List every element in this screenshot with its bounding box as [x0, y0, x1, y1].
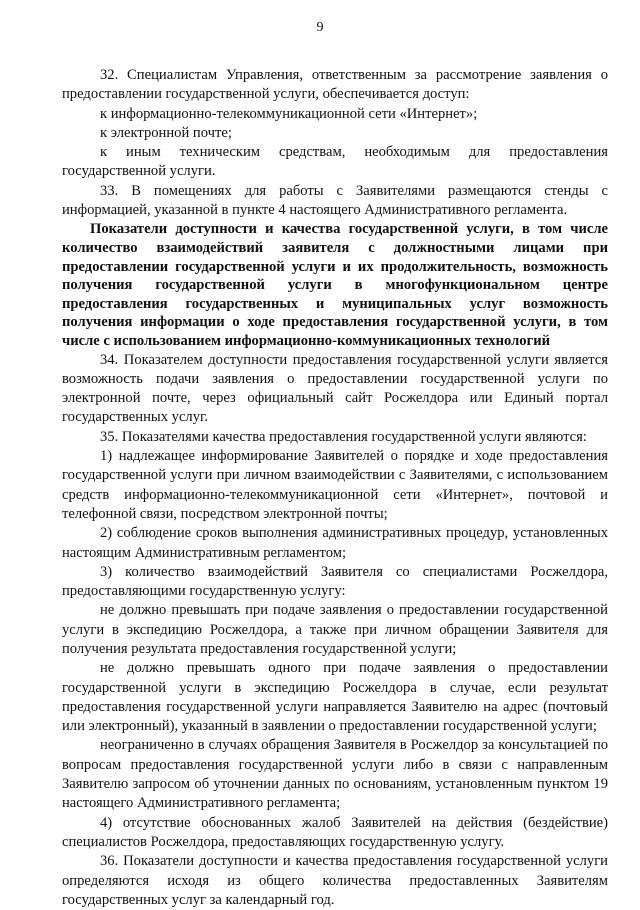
paragraph: 35. Показателями качества предоставления государственной услуги являются: — [100, 428, 587, 445]
paragraph: 34. Показателем доступности предоставления государственной услуги является возможность подачи заявления о предоставлении государственной услуги по электронной почте, через официальный сайт Росжелдора или Единый портал государственных услуг. — [62, 351, 608, 426]
document-body — [62, 66, 608, 910]
paragraph: 33. В помещениях для работы с Заявителями размещаются стенды с информацией, указанной в пункте 4 настоящего Административного регламента. — [62, 182, 608, 219]
paragraph: не должно превышать при подаче заявления о предоставлении государственной услуги в экспедицию Росжелдора, а также при личном обращении Заявителя для получения результата предоставления государственной услуги; — [62, 602, 608, 657]
paragraph: к электронной почте; — [100, 124, 232, 141]
paragraph: 2) соблюдение сроков выполнения административных процедур, установленных настоящим Административным регламентом; — [62, 525, 608, 561]
page-number: 9 — [316, 20, 324, 35]
paragraph: 3) количество взаимодействий Заявителя со специалистами Росжелдора, предоставляющими государственную услугу: — [62, 563, 608, 600]
paragraph: 32. Специалистам Управления, ответственным за рассмотрение заявления о предоставлении государственной услуги, обеспечивается доступ: — [62, 67, 608, 103]
paragraph: к информационно-телекоммуникационной сети «Интернет»; — [100, 105, 478, 122]
paragraph: неограниченно в случаях обращения Заявителя в Росжелдор за консультацией по вопросам предоставления государственной услуги либо в связи с направленным Заявителю запросом об уточнении данных по основаниям, установленным пунктом 19 настоящего Административного регламента; — [62, 737, 608, 812]
paragraph: 4) отсутствие обоснованных жалоб Заявителей на действия (бездействие) специалистов Росжелдора, предоставляющих государственную услугу. — [62, 814, 608, 850]
section-heading: Показатели доступности и качества государственной услуги, в том числе количество взаимодействий заявителя с должностными лицами при предоставлении государственной услуги и их продолжительность, возможность получения государственной услуги в многофункциональном центре предоставления государственных и муниципальных услуг возможность получения информации о ходе предоставления государственной услуги, в том числе с использованием информационно-коммуникационных технологий — [62, 221, 608, 349]
paragraph: не должно превышать одного при подаче заявления о предоставлении государственной услуги в экспедицию Росжелдора в случае, если результат предоставления государственной услуги направляется Заявителю на адрес (почтовый или электронный), указанный в заявлении о предоставлении государственной услуги; — [62, 660, 608, 735]
paragraph: 36. Показатели доступности и качества предоставления государственной услуги определяются исходя из общего количества предоставленных Заявителям государственных услуг за календарный год. — [62, 853, 608, 908]
paragraph: к иным техническим средствам, необходимым для предоставления государственной услуги. — [62, 144, 608, 180]
paragraph: 1) надлежащее информирование Заявителей о порядке и ходе предоставления государственной услуги при личном взаимодействии с Заявителями, с использованием средств информационно-телекоммуникационной сети «Интернет», почтовой и телефонной связи, посредством электронной почты; — [62, 448, 608, 522]
